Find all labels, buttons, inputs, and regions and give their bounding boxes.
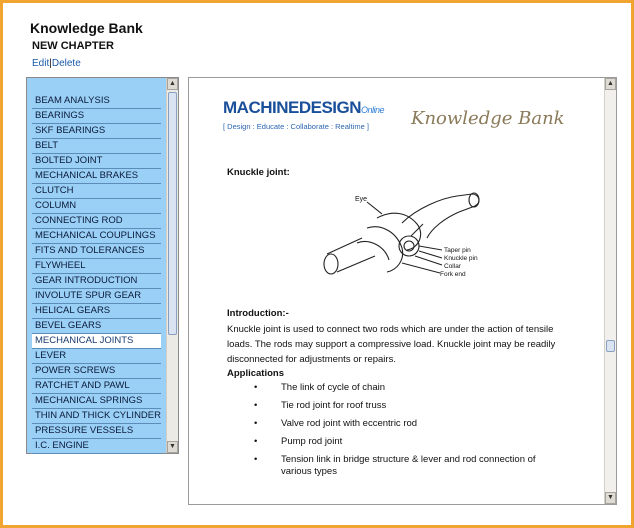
label-fork-end: Fork end [440, 271, 466, 278]
application-item [227, 418, 557, 430]
sidebar-item[interactable]: MECHANICAL BRAKES [32, 169, 161, 184]
sidebar-scrollbar[interactable] [166, 78, 178, 453]
application-item [227, 382, 557, 394]
content-scroll-down-button[interactable]: ▼ [605, 492, 616, 504]
sidebar-item[interactable]: THIN AND THICK CYLINDER [32, 409, 161, 424]
sidebar-nav [26, 77, 179, 454]
scroll-down-button[interactable]: ▼ [167, 441, 178, 453]
bullet-icon: • [254, 418, 258, 429]
label-eye: Eye [355, 196, 368, 203]
applications-list [227, 382, 557, 484]
sidebar-item[interactable]: MECHANICAL COUPLINGS [32, 229, 161, 244]
content-panel [188, 77, 617, 505]
content-scrollbar-thumb[interactable] [606, 340, 615, 352]
sidebar-item[interactable]: PRESSURE VESSELS [32, 424, 161, 439]
sidebar-item[interactable]: RATCHET AND PAWL [32, 379, 161, 394]
sidebar-item[interactable]: BEAM ANALYSIS [32, 94, 161, 109]
sidebar-item[interactable]: SKF BEARINGS [32, 124, 161, 139]
sidebar-item[interactable]: GEAR INTRODUCTION [32, 274, 161, 289]
link-separator: | [49, 58, 52, 69]
sidebar-item[interactable]: FLYWHEEL [32, 259, 161, 274]
sidebar-item[interactable]: BEVEL GEARS [32, 319, 161, 334]
introduction-text: Knuckle joint is used to connect two rods which are under the action of tensile loads. The rods may support a compressive load. Knuckle joint may be readily disconnected for adjustments or repairs. [227, 324, 556, 365]
label-collar: Collar [444, 263, 461, 270]
application-item [227, 400, 557, 412]
sidebar-item[interactable]: CLUTCH [32, 184, 161, 199]
sidebar-item[interactable]: INVOLUTE SPUR GEAR [32, 289, 161, 304]
sidebar-item[interactable]: BELT [32, 139, 161, 154]
scroll-up-button[interactable]: ▲ [167, 78, 178, 90]
introduction-heading: Introduction:- [227, 308, 289, 319]
sidebar-item[interactable]: BEARINGS [32, 109, 161, 124]
delete-link[interactable]: Delete [51, 58, 81, 69]
sidebar-list [32, 94, 161, 454]
application-text: The link of cycle of chain [281, 382, 386, 393]
knuckle-joint-diagram [307, 188, 517, 288]
application-item [227, 436, 557, 448]
sidebar-item[interactable]: MECHANICAL JOINTS [32, 334, 161, 349]
sidebar-item[interactable]: MECHANICAL SPRINGS [32, 394, 161, 409]
logo-main-text: MACHINEDESIGN [223, 98, 362, 117]
sidebar-item[interactable]: FITS AND TOLERANCES [32, 244, 161, 259]
machinedesign-logo [223, 98, 384, 118]
sidebar-item[interactable]: POWER SCREWS [32, 364, 161, 379]
action-links [32, 58, 81, 69]
sidebar-item[interactable]: BOLTED JOINT [32, 154, 161, 169]
application-item [227, 454, 557, 478]
content-scroll-up-button[interactable]: ▲ [605, 78, 616, 90]
bullet-icon: • [254, 436, 258, 447]
bullet-icon: • [254, 454, 258, 465]
logo-online-text: Online [361, 105, 385, 115]
label-taper-pin: Taper pin [444, 247, 471, 254]
sidebar-item[interactable]: HELICAL GEARS [32, 304, 161, 319]
section-heading: Knuckle joint: [227, 167, 290, 178]
label-knuckle-pin: Knuckle pin [444, 255, 478, 262]
bullet-icon: • [254, 400, 258, 411]
application-text: Pump rod joint [281, 436, 343, 447]
applications-heading: Applications [227, 368, 285, 379]
page-title: Knowledge Bank [30, 20, 143, 36]
content-scrollbar[interactable] [604, 78, 616, 504]
chapter-title: NEW CHAPTER [32, 40, 114, 52]
knowledge-bank-logo: Knowledge Bank [411, 108, 565, 129]
scrollbar-thumb[interactable] [168, 92, 177, 335]
logo-tagline: [ Design : Educate : Collaborate : Realtime ] [223, 122, 369, 131]
bullet-icon: • [254, 382, 258, 393]
sidebar-item[interactable]: LEVER [32, 349, 161, 364]
sidebar-item[interactable]: I.C. ENGINE [32, 439, 161, 454]
sidebar-item[interactable]: COLUMN [32, 199, 161, 214]
application-text: Valve rod joint with eccentric rod [281, 418, 418, 429]
edit-link[interactable]: Edit [32, 58, 50, 69]
sidebar-item[interactable]: CONNECTING ROD [32, 214, 161, 229]
application-text: Tie rod joint for roof truss [281, 400, 387, 411]
application-text: Tension link in bridge structure & lever and rod connection of various types [281, 454, 536, 477]
